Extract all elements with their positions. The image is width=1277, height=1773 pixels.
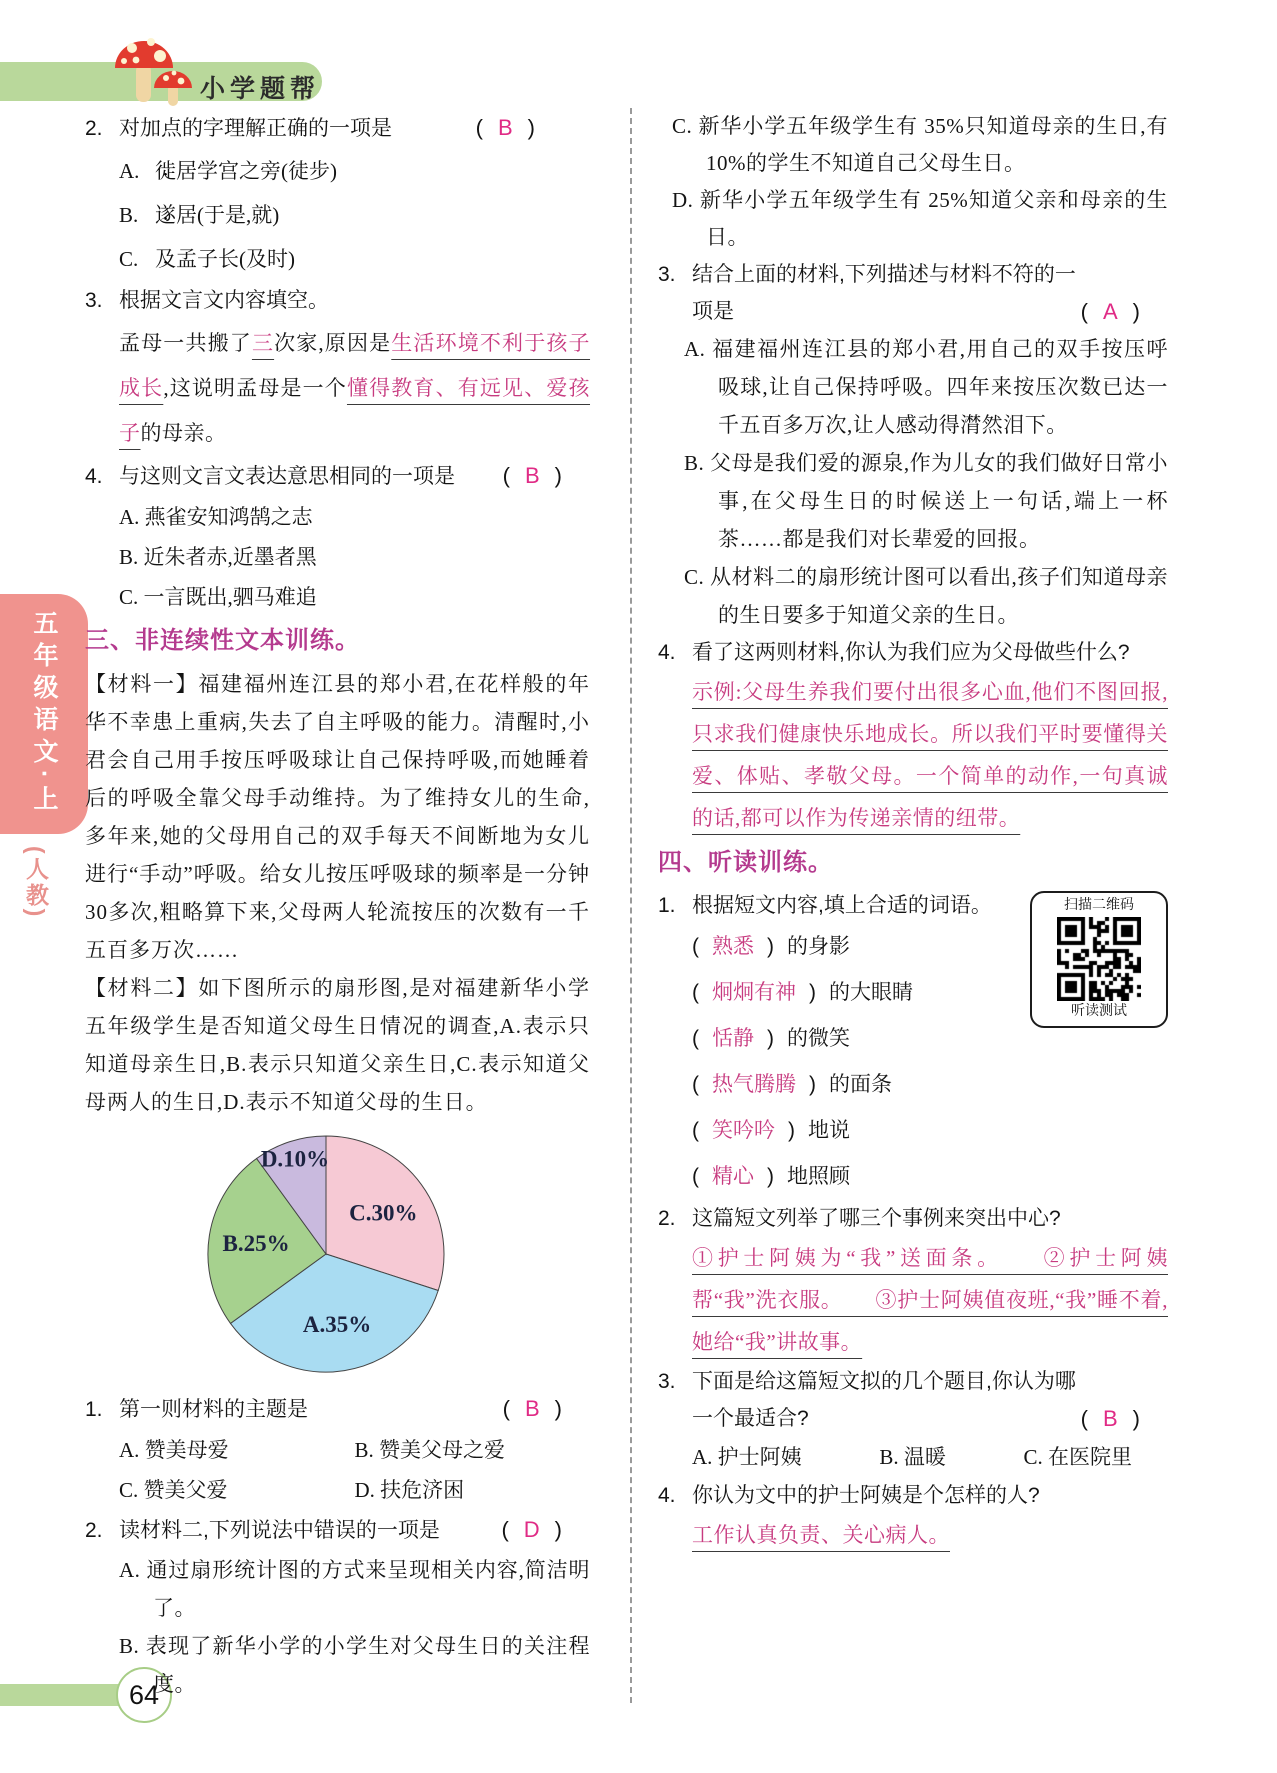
pie-label-A: A.35% bbox=[302, 1311, 372, 1337]
option-c: C. 赞美父爱 bbox=[119, 1478, 228, 1502]
option-a: A. 通过扇形统计图的方式来呈现相关内容,简洁明了。 bbox=[119, 1558, 590, 1620]
question-stem-line1 bbox=[658, 256, 1168, 293]
right-column bbox=[632, 108, 1168, 1703]
paren-open: ( bbox=[1080, 1406, 1088, 1431]
question-4 bbox=[85, 456, 590, 617]
option-b: B. 父母是我们爱的源泉,作为儿女的我们做好日常小事,在父母生日的时候送上一句话,端上一杯茶……都是我们对长辈爱的回报。 bbox=[684, 451, 1168, 551]
paren-close: ) bbox=[554, 1517, 562, 1542]
paren-close: ) bbox=[809, 981, 816, 1004]
paren-open: ( bbox=[692, 981, 699, 1004]
option-c bbox=[119, 237, 590, 281]
sidebar-grade-tab bbox=[0, 594, 88, 834]
option-c: C. 一言既出,驷马难追 bbox=[119, 585, 317, 609]
option-text bbox=[155, 193, 279, 237]
stem-text: 孟母一共搬了 bbox=[119, 331, 252, 355]
option-b: B. 温暖 bbox=[879, 1445, 946, 1469]
paren-open: ( bbox=[501, 1517, 509, 1542]
answer-letter: B bbox=[497, 115, 513, 140]
question-stem-line2 bbox=[658, 1400, 1168, 1437]
emphasized-char: 遂 • bbox=[155, 203, 176, 227]
stem-text: 看了这两则材料,你认为我们应为父母做些什么? bbox=[692, 641, 1130, 664]
option-text bbox=[155, 237, 295, 281]
answer-bracket bbox=[476, 108, 535, 148]
fill-suffix: 地照顾 bbox=[787, 1165, 850, 1188]
stem-text: 一个最适合? bbox=[692, 1407, 809, 1430]
pie-label-B: B.25% bbox=[222, 1230, 290, 1256]
paren-close: ) bbox=[554, 463, 562, 488]
question-2 bbox=[85, 108, 590, 281]
option-c-continued: C. 新华小学五年级学生有 35%只知道母亲的生日,有 10%的学生不知道自己父母生日。 bbox=[672, 114, 1168, 175]
question-number: 2. bbox=[658, 1207, 676, 1230]
option-label: B. bbox=[119, 203, 139, 227]
answer-letter: B bbox=[524, 463, 540, 488]
qr-code-canvas bbox=[1057, 917, 1141, 1001]
material-question-1 bbox=[85, 1389, 590, 1510]
written-answer: 工作认真负责、关心病人。 bbox=[692, 1523, 950, 1547]
paren-open: ( bbox=[692, 1073, 699, 1096]
page-content bbox=[85, 108, 1170, 1703]
option-c: C. 从材料二的扇形统计图可以看出,孩子们知道母亲的生日要多于知道父亲的生日。 bbox=[684, 565, 1168, 627]
fill-answer: 炯炯有神 bbox=[712, 981, 796, 1004]
paren-close: ) bbox=[767, 1027, 774, 1050]
paren-open: ( bbox=[502, 463, 510, 488]
question-stem-line2 bbox=[658, 293, 1168, 330]
material-question-2 bbox=[85, 1510, 590, 1703]
option-a: A. 赞美母爱 bbox=[119, 1438, 229, 1462]
answer-letter: B bbox=[524, 1396, 540, 1421]
listening-question-4 bbox=[658, 1477, 1168, 1556]
option-a: A. 护士阿姨 bbox=[692, 1445, 802, 1469]
page-number: 64 bbox=[116, 1667, 172, 1723]
paren-close: ) bbox=[809, 1073, 816, 1096]
option-b: B. 赞美父母之爱 bbox=[354, 1438, 506, 1462]
qr-bottom-label: 听读测试 bbox=[1071, 1004, 1127, 1019]
listening-section bbox=[658, 887, 1168, 1556]
paren-close: ) bbox=[767, 935, 774, 958]
option-b: B. 表现了新华小学的小学生对父母生日的关注程度。 bbox=[119, 1634, 590, 1696]
option-b bbox=[119, 193, 590, 237]
option-rest: 居(于是,就) bbox=[176, 203, 280, 227]
stem-text: 次家,原因是 bbox=[274, 331, 392, 355]
stem-text: ,这说明孟母是一个 bbox=[163, 376, 347, 400]
answer-bracket bbox=[1081, 1400, 1140, 1437]
paren-open: ( bbox=[1080, 299, 1088, 324]
question-stem: 对加点的字理解正确的一项是 bbox=[119, 117, 392, 140]
fill-line-6 bbox=[658, 1154, 1168, 1200]
option-a: A. 福建福州连江县的郑小君,用自己的双手按压呼吸球,让自己保持呼吸。四年来按压次数已达一千五百多万次,让人感动得潸然泪下。 bbox=[684, 337, 1168, 437]
option-b: B. 近朱者赤,近墨者黑 bbox=[119, 545, 317, 569]
answer-letter: D bbox=[523, 1517, 540, 1542]
option-c: C. 在医院里 bbox=[1023, 1445, 1132, 1469]
question-stem: 读材料二,下列说法中错误的一项是 bbox=[119, 1519, 440, 1542]
question-number: 3. bbox=[658, 1370, 676, 1393]
stem-text: 结合上面的材料,下列描述与材料不符的一 bbox=[692, 263, 1076, 286]
material-question-3 bbox=[658, 256, 1168, 634]
fill-suffix: 的身影 bbox=[787, 935, 850, 958]
material-text: 如下图所示的扇形图,是对福建新华小学五年级学生是否知道父母生日情况的调查,A.表示只知道母亲生日,B.表示只知道父亲生日,C.表示知道父母两人的生日,D.表示不知道父母的生日。 bbox=[85, 976, 591, 1114]
fill-suffix: 的微笑 bbox=[787, 1027, 850, 1050]
material-tag: 【材料一】 bbox=[85, 672, 199, 696]
listening-question-2 bbox=[658, 1200, 1168, 1363]
question-stem: 与这则文言文表达意思相同的一项是 bbox=[119, 465, 455, 488]
stem-text: 的母亲。 bbox=[140, 421, 227, 445]
option-rest: 孟子长(及时) bbox=[176, 247, 295, 271]
question-number: 2. bbox=[85, 117, 103, 140]
fill-answer: 生活环境不利于孩子成长 bbox=[119, 331, 591, 400]
material-2 bbox=[85, 969, 590, 1121]
option-label: A. bbox=[119, 159, 140, 183]
question-stem-line1 bbox=[658, 1363, 1168, 1400]
pie-label-D: D.10% bbox=[260, 1146, 330, 1172]
option-text bbox=[155, 149, 337, 193]
fill-answer: 三 bbox=[251, 331, 275, 355]
paren-close: ) bbox=[1132, 1406, 1140, 1431]
paren-open: ( bbox=[692, 1165, 699, 1188]
fill-line-5 bbox=[658, 1108, 1168, 1154]
answer-bracket bbox=[503, 1389, 562, 1429]
fill-in-paragraph bbox=[119, 321, 590, 456]
option-a bbox=[119, 149, 590, 193]
written-answer: 示例:父母生养我们要付出很多心血,他们不图回报,只求我们健康快乐地成长。所以我们平时要懂得关爱、体贴、孝敬父母。一个简单的动作,一句真诚的话,都可以作为传递亲情的纽带。 bbox=[692, 680, 1168, 830]
fill-answer: 懂得教育、有远见、爱孩子 bbox=[119, 376, 591, 445]
fill-answer: 熟悉 bbox=[712, 935, 754, 958]
material-text: 福建福州连江县的郑小君,在花样般的年华不幸患上重病,失去了自主呼吸的能力。清醒时,小君会自己用手按压呼吸球让自己保持呼吸,而她睡着后的呼吸全靠父母手动维持。为了维持女儿的生命,多年来,她的父母用自己的双手每天不间断地为女儿进行“手动”呼吸。给女儿按压呼吸球的频率是一分钟30多次,粗略算下来,父母两人轮流按压的次数有一千五百多万次…… bbox=[85, 672, 591, 962]
paren-open: ( bbox=[692, 1119, 699, 1142]
stem-text: 根据短文内容,填上合适的词语。 bbox=[692, 894, 992, 917]
fill-line-4 bbox=[658, 1062, 1168, 1108]
option-rest: 居学宫之旁(徒步) bbox=[176, 159, 337, 183]
material-question-4 bbox=[658, 634, 1168, 839]
answer-letter: A bbox=[1102, 299, 1118, 324]
pie-chart bbox=[201, 1129, 451, 1385]
option-label: C. bbox=[119, 247, 139, 271]
qr-top-label: 扫描二维码 bbox=[1064, 898, 1134, 913]
material-1 bbox=[85, 665, 590, 969]
answer-letter: B bbox=[1102, 1406, 1118, 1431]
options-grid bbox=[119, 1430, 590, 1510]
question-number: 1. bbox=[658, 894, 676, 917]
left-column bbox=[85, 108, 632, 1703]
question-stem bbox=[658, 1477, 1168, 1514]
stem-text: 这篇短文列举了哪三个事例来突出中心? bbox=[692, 1207, 1061, 1230]
mushroom-logo-icon bbox=[96, 26, 200, 114]
question-number: 4. bbox=[658, 641, 676, 664]
grade-tab-label: 五年级语文·上 bbox=[30, 610, 58, 818]
stem-text: 下面是给这篇短文拟的几个题目,你认为哪 bbox=[692, 1370, 1076, 1393]
stem-text: 项是 bbox=[692, 300, 734, 323]
written-answer: ①护士阿姨为“我”送面条。 ②护士阿姨帮“我”洗衣服。 ③护士阿姨值夜班,“我”睡不着,她给“我”讲故事。 bbox=[692, 1246, 1168, 1354]
question-number: 3. bbox=[658, 263, 676, 286]
answer-bracket bbox=[501, 1510, 562, 1550]
section-title-4: 四、听读训练。 bbox=[658, 849, 833, 876]
pie-label-C: C.30% bbox=[349, 1200, 418, 1226]
fill-suffix: 的面条 bbox=[829, 1073, 892, 1096]
emphasized-char: 及 • bbox=[155, 247, 176, 271]
workbook-logo-title: 小学题帮 bbox=[200, 75, 321, 103]
answer-bracket bbox=[1081, 293, 1140, 330]
paren-open: ( bbox=[502, 1396, 510, 1421]
paren-close: ) bbox=[1132, 299, 1140, 324]
fill-answer: 恬静 bbox=[712, 1027, 754, 1050]
publisher-label: (人教) bbox=[23, 846, 49, 920]
options-row bbox=[658, 1437, 1132, 1477]
fill-answer: 热气腾腾 bbox=[712, 1073, 796, 1096]
question-stem: 第一则材料的主题是 bbox=[119, 1398, 308, 1421]
answer-bracket bbox=[503, 456, 562, 496]
fill-suffix: 地说 bbox=[808, 1119, 850, 1142]
paren-open: ( bbox=[692, 1027, 699, 1050]
question-number: 4. bbox=[85, 465, 103, 488]
question-number: 3. bbox=[85, 289, 103, 312]
emphasized-char: 徙 • bbox=[155, 159, 176, 183]
question-3 bbox=[85, 281, 590, 456]
paren-close: ) bbox=[767, 1165, 774, 1188]
paren-close: ) bbox=[788, 1119, 795, 1142]
question-number: 1. bbox=[85, 1398, 103, 1421]
fill-answer: 笑吟吟 bbox=[712, 1119, 775, 1142]
paren-open: ( bbox=[692, 935, 699, 958]
stem-text: 你认为文中的护士阿姨是个怎样的人? bbox=[692, 1484, 1040, 1507]
material-tag: 【材料二】 bbox=[85, 976, 199, 1000]
option-a: A. 燕雀安知鸿鹄之志 bbox=[119, 505, 313, 529]
paren-close: ) bbox=[554, 1396, 562, 1421]
fill-suffix: 的大眼睛 bbox=[829, 981, 913, 1004]
question-stem bbox=[658, 634, 1168, 671]
option-d: D. 扶危济困 bbox=[354, 1478, 465, 1502]
qr-code-box bbox=[1030, 891, 1168, 1028]
paren-close: ) bbox=[527, 115, 535, 140]
question-stem: 根据文言文内容填空。 bbox=[119, 289, 329, 312]
paren-open: ( bbox=[475, 115, 483, 140]
fill-answer: 精心 bbox=[712, 1165, 754, 1188]
question-number: 2. bbox=[85, 1519, 103, 1542]
option-d-continued: D. 新华小学五年级学生有 25%知道父亲和母亲的生日。 bbox=[672, 188, 1168, 249]
section-title-3: 三、非连续性文本训练。 bbox=[85, 627, 360, 654]
question-number: 4. bbox=[658, 1484, 676, 1507]
question-stem bbox=[658, 1200, 1168, 1237]
listening-question-3 bbox=[658, 1363, 1168, 1477]
